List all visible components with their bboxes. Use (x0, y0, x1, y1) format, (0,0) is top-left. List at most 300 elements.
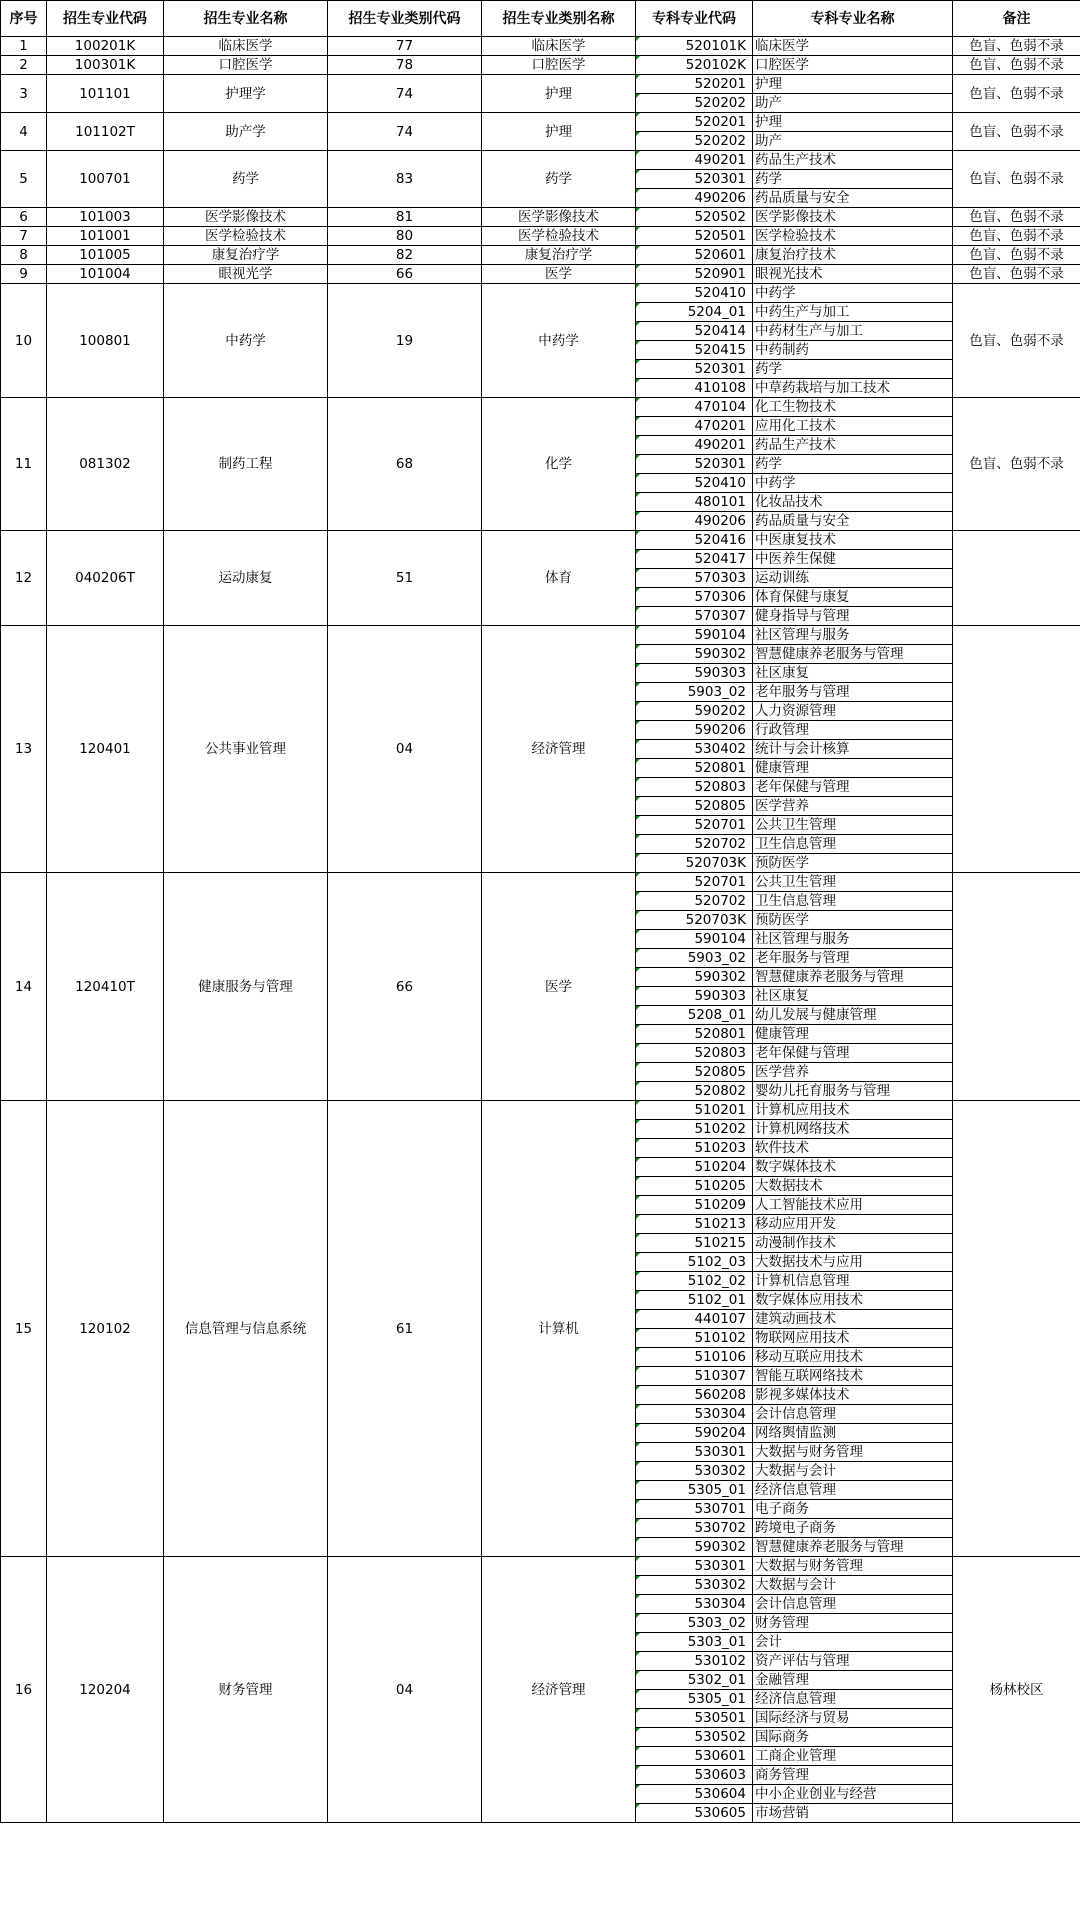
diploma-code: 520701 (636, 873, 753, 892)
diploma-name: 资产评估与管理 (753, 1652, 953, 1671)
diploma-name: 康复治疗技术 (753, 246, 953, 265)
diploma-name: 行政管理 (753, 721, 953, 740)
diploma-code: 530603 (636, 1766, 753, 1785)
group-name: 护理学 (164, 75, 328, 113)
group-cat-code: 74 (328, 75, 482, 113)
diploma-code: 530605 (636, 1804, 753, 1823)
diploma-name: 体育保健与康复 (753, 588, 953, 607)
note-cell: 色盲、色弱不录 (953, 398, 1080, 531)
group-no: 6 (1, 208, 47, 227)
group-cat-name: 医学 (482, 873, 636, 1101)
diploma-name: 大数据与会计 (753, 1462, 953, 1481)
diploma-code: 510209 (636, 1196, 753, 1215)
table-row (1, 75, 1080, 94)
group-cat-code: 77 (328, 37, 482, 56)
diploma-code: 470104 (636, 398, 753, 417)
table-row (1, 246, 1080, 265)
diploma-code: 520802 (636, 1082, 753, 1101)
diploma-name: 卫生信息管理 (753, 892, 953, 911)
diploma-name: 医学检验技术 (753, 227, 953, 246)
diploma-name: 智慧健康养老服务与管理 (753, 645, 953, 664)
group-no: 13 (1, 626, 47, 873)
header-row (1, 1, 1080, 37)
diploma-code: 5903_02 (636, 949, 753, 968)
table-row (1, 151, 1080, 170)
diploma-code: 520703K (636, 854, 753, 873)
header-diploma-name: 专科专业名称 (753, 1, 953, 37)
diploma-code: 510213 (636, 1215, 753, 1234)
diploma-name: 药品质量与安全 (753, 512, 953, 531)
group-cat-name: 药学 (482, 151, 636, 208)
group-cat-name: 计算机 (482, 1101, 636, 1557)
group-code: 120204 (47, 1557, 164, 1823)
diploma-code: 410108 (636, 379, 753, 398)
group-cat-code: 61 (328, 1101, 482, 1557)
diploma-code: 530601 (636, 1747, 753, 1766)
diploma-code: 590206 (636, 721, 753, 740)
group-code: 101101 (47, 75, 164, 113)
group-code: 101102T (47, 113, 164, 151)
diploma-code: 530701 (636, 1500, 753, 1519)
diploma-code: 510201 (636, 1101, 753, 1120)
diploma-code: 570303 (636, 569, 753, 588)
diploma-name: 运动训练 (753, 569, 953, 588)
diploma-code: 520301 (636, 170, 753, 189)
diploma-code: 520801 (636, 1025, 753, 1044)
group-cat-name: 护理 (482, 113, 636, 151)
group-cat-name: 体育 (482, 531, 636, 626)
note-cell: 色盲、色弱不录 (953, 284, 1080, 398)
diploma-name: 国际经济与贸易 (753, 1709, 953, 1728)
diploma-name: 影视多媒体技术 (753, 1386, 953, 1405)
diploma-code: 530402 (636, 740, 753, 759)
diploma-name: 中药制药 (753, 341, 953, 360)
group-name: 药学 (164, 151, 328, 208)
diploma-code: 520414 (636, 322, 753, 341)
group-cat-name: 口腔医学 (482, 56, 636, 75)
diploma-name: 会计 (753, 1633, 953, 1652)
table-row (1, 1101, 1080, 1120)
group-cat-name: 中药学 (482, 284, 636, 398)
diploma-code: 5102_01 (636, 1291, 753, 1310)
group-cat-code: 82 (328, 246, 482, 265)
diploma-name: 智慧健康养老服务与管理 (753, 968, 953, 987)
diploma-code: 470201 (636, 417, 753, 436)
diploma-code: 520201 (636, 113, 753, 132)
table-row (1, 37, 1080, 56)
note-cell: 色盲、色弱不录 (953, 151, 1080, 208)
diploma-code: 5903_02 (636, 683, 753, 702)
group-no: 16 (1, 1557, 47, 1823)
diploma-code: 590204 (636, 1424, 753, 1443)
group-name: 眼视光学 (164, 265, 328, 284)
note-cell: 杨林校区 (953, 1557, 1080, 1823)
group-no: 12 (1, 531, 47, 626)
diploma-name: 社区康复 (753, 664, 953, 683)
diploma-code: 530702 (636, 1519, 753, 1538)
diploma-code: 520801 (636, 759, 753, 778)
group-cat-code: 66 (328, 873, 482, 1101)
table-row (1, 531, 1080, 550)
note-cell (953, 1101, 1080, 1557)
group-cat-name: 护理 (482, 75, 636, 113)
diploma-name: 化妆品技术 (753, 493, 953, 512)
diploma-code: 5303_02 (636, 1614, 753, 1633)
diploma-name: 应用化工技术 (753, 417, 953, 436)
table-row (1, 626, 1080, 645)
note-cell: 色盲、色弱不录 (953, 37, 1080, 56)
diploma-code: 520202 (636, 132, 753, 151)
group-code: 100201K (47, 37, 164, 56)
diploma-name: 财务管理 (753, 1614, 953, 1633)
note-cell: 色盲、色弱不录 (953, 208, 1080, 227)
diploma-name: 预防医学 (753, 854, 953, 873)
diploma-name: 药学 (753, 455, 953, 474)
header-code: 招生专业代码 (47, 1, 164, 37)
diploma-name: 大数据与会计 (753, 1576, 953, 1595)
diploma-code: 520501 (636, 227, 753, 246)
group-code: 101004 (47, 265, 164, 284)
diploma-code: 510203 (636, 1139, 753, 1158)
diploma-name: 中药学 (753, 284, 953, 303)
diploma-name: 公共卫生管理 (753, 873, 953, 892)
group-cat-code: 81 (328, 208, 482, 227)
diploma-code: 590104 (636, 930, 753, 949)
group-name: 公共事业管理 (164, 626, 328, 873)
diploma-name: 临床医学 (753, 37, 953, 56)
diploma-name: 健康管理 (753, 759, 953, 778)
group-code: 120102 (47, 1101, 164, 1557)
table-body (1, 37, 1080, 1823)
group-no: 14 (1, 873, 47, 1101)
group-cat-code: 74 (328, 113, 482, 151)
diploma-name: 中草药栽培与加工技术 (753, 379, 953, 398)
diploma-name: 卫生信息管理 (753, 835, 953, 854)
diploma-code: 520410 (636, 474, 753, 493)
diploma-code: 530304 (636, 1405, 753, 1424)
diploma-code: 5302_01 (636, 1671, 753, 1690)
diploma-name: 移动应用开发 (753, 1215, 953, 1234)
diploma-code: 5303_01 (636, 1633, 753, 1652)
group-code: 100701 (47, 151, 164, 208)
diploma-name: 幼儿发展与健康管理 (753, 1006, 953, 1025)
header-no: 序号 (1, 1, 47, 37)
diploma-name: 移动互联应用技术 (753, 1348, 953, 1367)
diploma-code: 520410 (636, 284, 753, 303)
diploma-code: 530301 (636, 1443, 753, 1462)
diploma-name: 数字媒体技术 (753, 1158, 953, 1177)
diploma-name: 药品生产技术 (753, 151, 953, 170)
diploma-code: 520702 (636, 892, 753, 911)
diploma-name: 数字媒体应用技术 (753, 1291, 953, 1310)
group-code: 081302 (47, 398, 164, 531)
table-row (1, 208, 1080, 227)
header-cat-code: 招生专业类别代码 (328, 1, 482, 37)
diploma-name: 中药材生产与加工 (753, 322, 953, 341)
group-no: 9 (1, 265, 47, 284)
diploma-code: 520502 (636, 208, 753, 227)
diploma-code: 520201 (636, 75, 753, 94)
group-cat-code: 78 (328, 56, 482, 75)
group-cat-code: 04 (328, 1557, 482, 1823)
diploma-code: 530301 (636, 1557, 753, 1576)
group-no: 10 (1, 284, 47, 398)
diploma-code: 590302 (636, 645, 753, 664)
group-no: 3 (1, 75, 47, 113)
diploma-name: 助产 (753, 132, 953, 151)
group-name: 助产学 (164, 113, 328, 151)
diploma-name: 护理 (753, 113, 953, 132)
diploma-name: 药品生产技术 (753, 436, 953, 455)
group-code: 100301K (47, 56, 164, 75)
group-cat-name: 临床医学 (482, 37, 636, 56)
diploma-name: 会计信息管理 (753, 1405, 953, 1424)
diploma-name: 建筑动画技术 (753, 1310, 953, 1329)
diploma-name: 经济信息管理 (753, 1690, 953, 1709)
diploma-name: 跨境电子商务 (753, 1519, 953, 1538)
diploma-code: 590303 (636, 987, 753, 1006)
diploma-code: 440107 (636, 1310, 753, 1329)
diploma-code: 570306 (636, 588, 753, 607)
group-cat-name: 医学 (482, 265, 636, 284)
group-cat-code: 83 (328, 151, 482, 208)
group-code: 040206T (47, 531, 164, 626)
note-cell (953, 531, 1080, 626)
diploma-code: 5305_01 (636, 1690, 753, 1709)
diploma-code: 530502 (636, 1728, 753, 1747)
diploma-name: 人力资源管理 (753, 702, 953, 721)
group-no: 8 (1, 246, 47, 265)
diploma-code: 590303 (636, 664, 753, 683)
diploma-name: 中药学 (753, 474, 953, 493)
diploma-name: 社区康复 (753, 987, 953, 1006)
diploma-code: 480101 (636, 493, 753, 512)
group-code: 101005 (47, 246, 164, 265)
diploma-code: 530102 (636, 1652, 753, 1671)
group-cat-code: 04 (328, 626, 482, 873)
group-name: 医学影像技术 (164, 208, 328, 227)
group-code: 101001 (47, 227, 164, 246)
diploma-name: 药学 (753, 170, 953, 189)
diploma-code: 520417 (636, 550, 753, 569)
diploma-name: 化工生物技术 (753, 398, 953, 417)
group-name: 信息管理与信息系统 (164, 1101, 328, 1557)
diploma-code: 520102K (636, 56, 753, 75)
diploma-name: 人工智能技术应用 (753, 1196, 953, 1215)
group-cat-name: 医学检验技术 (482, 227, 636, 246)
diploma-code: 590202 (636, 702, 753, 721)
diploma-code: 520703K (636, 911, 753, 930)
group-name: 临床医学 (164, 37, 328, 56)
diploma-code: 510102 (636, 1329, 753, 1348)
diploma-code: 590104 (636, 626, 753, 645)
diploma-code: 490201 (636, 436, 753, 455)
group-no: 11 (1, 398, 47, 531)
diploma-name: 医学影像技术 (753, 208, 953, 227)
group-cat-code: 51 (328, 531, 482, 626)
table-row (1, 113, 1080, 132)
table-row (1, 265, 1080, 284)
note-cell: 色盲、色弱不录 (953, 56, 1080, 75)
table-row (1, 56, 1080, 75)
diploma-code: 590302 (636, 968, 753, 987)
diploma-name: 金融管理 (753, 1671, 953, 1690)
diploma-name: 社区管理与服务 (753, 930, 953, 949)
diploma-name: 计算机网络技术 (753, 1120, 953, 1139)
diploma-name: 医学营养 (753, 797, 953, 816)
diploma-code: 530604 (636, 1785, 753, 1804)
group-cat-code: 80 (328, 227, 482, 246)
diploma-name: 软件技术 (753, 1139, 953, 1158)
group-name: 健康服务与管理 (164, 873, 328, 1101)
group-name: 医学检验技术 (164, 227, 328, 246)
diploma-code: 520901 (636, 265, 753, 284)
diploma-name: 社区管理与服务 (753, 626, 953, 645)
group-no: 5 (1, 151, 47, 208)
diploma-name: 大数据技术 (753, 1177, 953, 1196)
diploma-name: 中药生产与加工 (753, 303, 953, 322)
diploma-name: 预防医学 (753, 911, 953, 930)
group-cat-code: 66 (328, 265, 482, 284)
diploma-name: 护理 (753, 75, 953, 94)
note-cell (953, 626, 1080, 873)
diploma-code: 520701 (636, 816, 753, 835)
diploma-code: 520803 (636, 1044, 753, 1063)
diploma-code: 5204_01 (636, 303, 753, 322)
group-code: 120401 (47, 626, 164, 873)
table-row (1, 1557, 1080, 1576)
header-note: 备注 (953, 1, 1080, 37)
diploma-code: 520301 (636, 455, 753, 474)
diploma-name: 医学营养 (753, 1063, 953, 1082)
diploma-name: 助产 (753, 94, 953, 113)
diploma-name: 老年服务与管理 (753, 949, 953, 968)
table-row (1, 873, 1080, 892)
note-cell: 色盲、色弱不录 (953, 75, 1080, 113)
diploma-code: 520601 (636, 246, 753, 265)
note-cell: 色盲、色弱不录 (953, 246, 1080, 265)
group-name: 制药工程 (164, 398, 328, 531)
diploma-code: 560208 (636, 1386, 753, 1405)
diploma-name: 老年保健与管理 (753, 778, 953, 797)
group-name: 财务管理 (164, 1557, 328, 1823)
diploma-name: 国际商务 (753, 1728, 953, 1747)
diploma-name: 会计信息管理 (753, 1595, 953, 1614)
diploma-name: 口腔医学 (753, 56, 953, 75)
diploma-code: 510204 (636, 1158, 753, 1177)
table-row (1, 227, 1080, 246)
group-cat-code: 19 (328, 284, 482, 398)
diploma-code: 520415 (636, 341, 753, 360)
header-cat-name: 招生专业类别名称 (482, 1, 636, 37)
diploma-name: 经济信息管理 (753, 1481, 953, 1500)
diploma-code: 530304 (636, 1595, 753, 1614)
diploma-name: 智能互联网络技术 (753, 1367, 953, 1386)
group-code: 101003 (47, 208, 164, 227)
note-cell: 色盲、色弱不录 (953, 113, 1080, 151)
diploma-name: 商务管理 (753, 1766, 953, 1785)
diploma-code: 510202 (636, 1120, 753, 1139)
diploma-code: 520803 (636, 778, 753, 797)
group-no: 7 (1, 227, 47, 246)
diploma-code: 520805 (636, 1063, 753, 1082)
group-name: 中药学 (164, 284, 328, 398)
group-cat-name: 化学 (482, 398, 636, 531)
diploma-name: 计算机信息管理 (753, 1272, 953, 1291)
diploma-code: 510215 (636, 1234, 753, 1253)
diploma-code: 490206 (636, 512, 753, 531)
diploma-code: 530302 (636, 1576, 753, 1595)
diploma-name: 老年服务与管理 (753, 683, 953, 702)
diploma-code: 5208_01 (636, 1006, 753, 1025)
diploma-name: 眼视光技术 (753, 265, 953, 284)
diploma-name: 市场营销 (753, 1804, 953, 1823)
group-no: 4 (1, 113, 47, 151)
diploma-code: 520202 (636, 94, 753, 113)
group-code: 120410T (47, 873, 164, 1101)
diploma-name: 工商企业管理 (753, 1747, 953, 1766)
group-cat-name: 经济管理 (482, 626, 636, 873)
note-cell (953, 873, 1080, 1101)
group-no: 1 (1, 37, 47, 56)
diploma-code: 520702 (636, 835, 753, 854)
diploma-code: 520416 (636, 531, 753, 550)
diploma-name: 老年保健与管理 (753, 1044, 953, 1063)
diploma-name: 健康管理 (753, 1025, 953, 1044)
header-diploma-code: 专科专业代码 (636, 1, 753, 37)
diploma-code: 5305_01 (636, 1481, 753, 1500)
diploma-code: 530501 (636, 1709, 753, 1728)
diploma-name: 中小企业创业与经营 (753, 1785, 953, 1804)
diploma-code: 510106 (636, 1348, 753, 1367)
diploma-name: 智慧健康养老服务与管理 (753, 1538, 953, 1557)
group-cat-name: 医学影像技术 (482, 208, 636, 227)
note-cell: 色盲、色弱不录 (953, 227, 1080, 246)
diploma-name: 物联网应用技术 (753, 1329, 953, 1348)
diploma-code: 570307 (636, 607, 753, 626)
diploma-code: 5102_03 (636, 1253, 753, 1272)
group-code: 100801 (47, 284, 164, 398)
group-cat-code: 68 (328, 398, 482, 531)
diploma-code: 490201 (636, 151, 753, 170)
diploma-name: 电子商务 (753, 1500, 953, 1519)
diploma-name: 健身指导与管理 (753, 607, 953, 626)
diploma-name: 中医康复技术 (753, 531, 953, 550)
group-name: 康复治疗学 (164, 246, 328, 265)
group-name: 口腔医学 (164, 56, 328, 75)
diploma-name: 动漫制作技术 (753, 1234, 953, 1253)
diploma-code: 530302 (636, 1462, 753, 1481)
diploma-name: 统计与会计核算 (753, 740, 953, 759)
diploma-name: 公共卫生管理 (753, 816, 953, 835)
diploma-name: 大数据与财务管理 (753, 1557, 953, 1576)
group-cat-name: 经济管理 (482, 1557, 636, 1823)
table-row (1, 284, 1080, 303)
group-name: 运动康复 (164, 531, 328, 626)
diploma-code: 510205 (636, 1177, 753, 1196)
diploma-code: 490206 (636, 189, 753, 208)
table-row (1, 398, 1080, 417)
group-no: 15 (1, 1101, 47, 1557)
diploma-code: 5102_02 (636, 1272, 753, 1291)
diploma-code: 510307 (636, 1367, 753, 1386)
diploma-name: 网络舆情监测 (753, 1424, 953, 1443)
note-cell: 色盲、色弱不录 (953, 265, 1080, 284)
group-no: 2 (1, 56, 47, 75)
diploma-name: 药学 (753, 360, 953, 379)
diploma-name: 婴幼儿托育服务与管理 (753, 1082, 953, 1101)
diploma-code: 520101K (636, 37, 753, 56)
